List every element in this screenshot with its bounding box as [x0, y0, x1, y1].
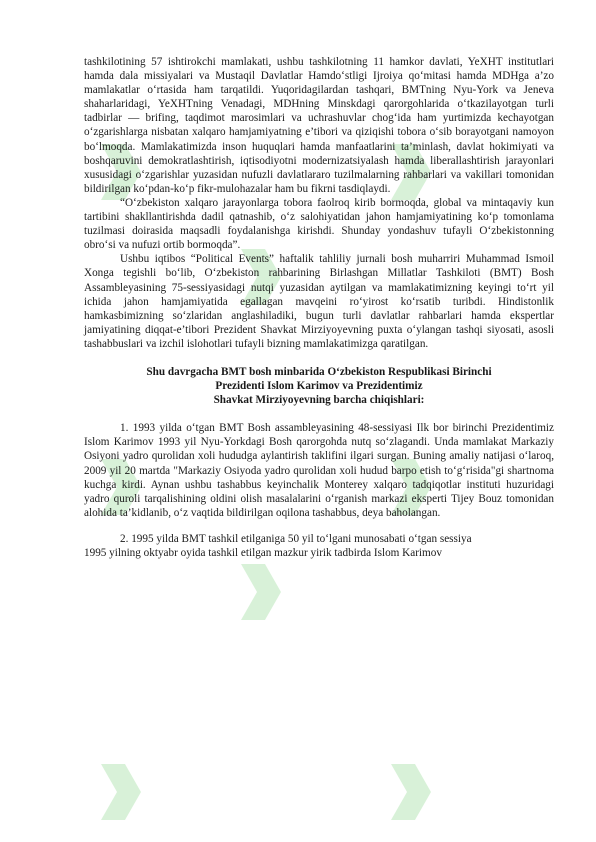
paragraph-quote: “O‘zbekiston xalqaro jarayonlarga tobora faolroq kirib bormoqda, global va mintaqaviy kun tartibini shakllantirishda dadil qatnashib, o‘z salohiyatidan jahon hamjamiyatining ko‘p tomonlama tuzilmasi doirasida maqsadli foydalanishga kirishdi. Shunday yondashuv tufayli O‘zbekistonning obro‘si va nufuzi ortib bormoqda”. [84, 196, 554, 252]
document-body [84, 55, 554, 560]
list-item-2-title: 2. 1995 yilda BMT tashkil etilganiga 50 yil to‘lgani munosabati o‘tgan sessiya [120, 532, 472, 545]
paragraph-1: tashkilotining 57 ishtirokchi mamlakati, ushbu tashkilotning 11 hamkor davlati, YeXHT institutlari hamda dala missiyalari va Mustaqil Davlatlar Hamdo‘stligi Ijroiya qo‘mitasi hamda MDHga a’zo mamlakatlar o‘rtasida ham tarqatildi. Yuqoridagilardan tashqari, BMTning Nyu-York va Jeneva shaharlaridagi, YeXHTning Venadagi, MDHning Minskdagi qarorgohlarida o‘tkazilayotgan turli tadbirlar — brifing, taqdimot marosimlari va uchrashuvlar chog‘ida ham yurtimizda kechayotgan o‘zgarishlarga nisbatan xalqaro hamjamiyatning e’tibori va qiziqishi tobora o‘sib borayotgani namoyon bo‘lmoqda. Mamlakatimizda inson huquqlari hamda manfaatlarini ta’minlash, davlat hokimiyati va boshqaruvini demokratlashtirish, iqtisodiyotni modernizatsiyalash hamda liberallashtirish jarayonlari xususidagi o‘zgarishlar yuzasidan nufuzli davlatlararo tuzilmalarning rahbarlari va vakillari tomonidan bildirilgan ko‘pdan-ko‘p fikr-mulohazalar ham bu fikrni tasdiqlaydi. [84, 56, 554, 195]
list-item-2-text: 1995 yilning oktyabr oyida tashkil etilgan mazkur yirik tadbirda Islom Karimov [84, 547, 442, 559]
heading-line-3: Shavkat Mirziyoyevning barcha chiqishlari: [213, 394, 425, 407]
paragraph-3: Ushbu iqtibos “Political Events” haftalik tahliliy jurnali bosh muharriri Muhammad Ismoil Xonga tegishli bo‘lib, O‘zbekiston rahbarining Birlashgan Millatlar Tashkiloti (BMT) Bosh Assambleyasining 75-sessiyasidagi nutqi yuzasidan aytilgan va mamlakatimizning keyingi to‘rt yil ichida jahon hamjamiyatida egallagan mavqeini ro‘yirost ko‘rsatib turibdi. Hindistonlik hamkasbimizning so‘zlaridan anglashiladiki, bugun turli davlatlar rahbarlari hamda ekspertlar jamiyatining diqqat-e’tibori Prezident Shavkat Mirziyoyevning puxta o‘ylangan tashqi siyosati, asosli tashabbuslari va izchil islohotlari tufayli bizning mamlakatimizga qaratilgan. [84, 253, 554, 350]
list-item-1: 1. 1993 yilda o‘tgan BMT Bosh assambleyasining 48-sessiyasi Ilk bor birinchi Prezidentimiz Islom Karimov 1993 yil Nyu-Yorkdagi Bosh qarorgohda nutq so‘zlagandi. Unda mamlakat Markaziy Osiyoni yadro qurolidan xoli hududga aylantirish taklifini ilgari surgan. Buning amaliy natijasi o‘laroq, 2009 yil 20 martda "Markaziy Osiyoda yadro qurolidan xoli hudud barpo etish to‘g‘risida"gi shartnoma kuchga kirdi. Aynan ushbu tashabbus keyinchalik Monterey xalqaro tadqiqotlar instituti huzuridagi yadro quroli tarqalishining oldini olish masalalarini o‘rganish markazi eksperti Tijey Bouz tomonidan alohida ta’kidlanib, o‘z vaqtida bildirilgan oqilona tashabbus, deya baholangan. [84, 422, 554, 519]
watermark-logo-icon [235, 560, 287, 624]
watermark-logo-icon [385, 760, 437, 824]
spacer [84, 520, 554, 532]
heading-line-2: Prezidenti Islom Karimov va Prezidentimiz [215, 380, 423, 393]
heading-line-1: Shu davrgacha BMT bosh minbarida O‘zbekiston Respublikasi Birinchi [146, 365, 492, 378]
watermark-logo-icon [95, 760, 147, 824]
section-heading [84, 365, 554, 407]
